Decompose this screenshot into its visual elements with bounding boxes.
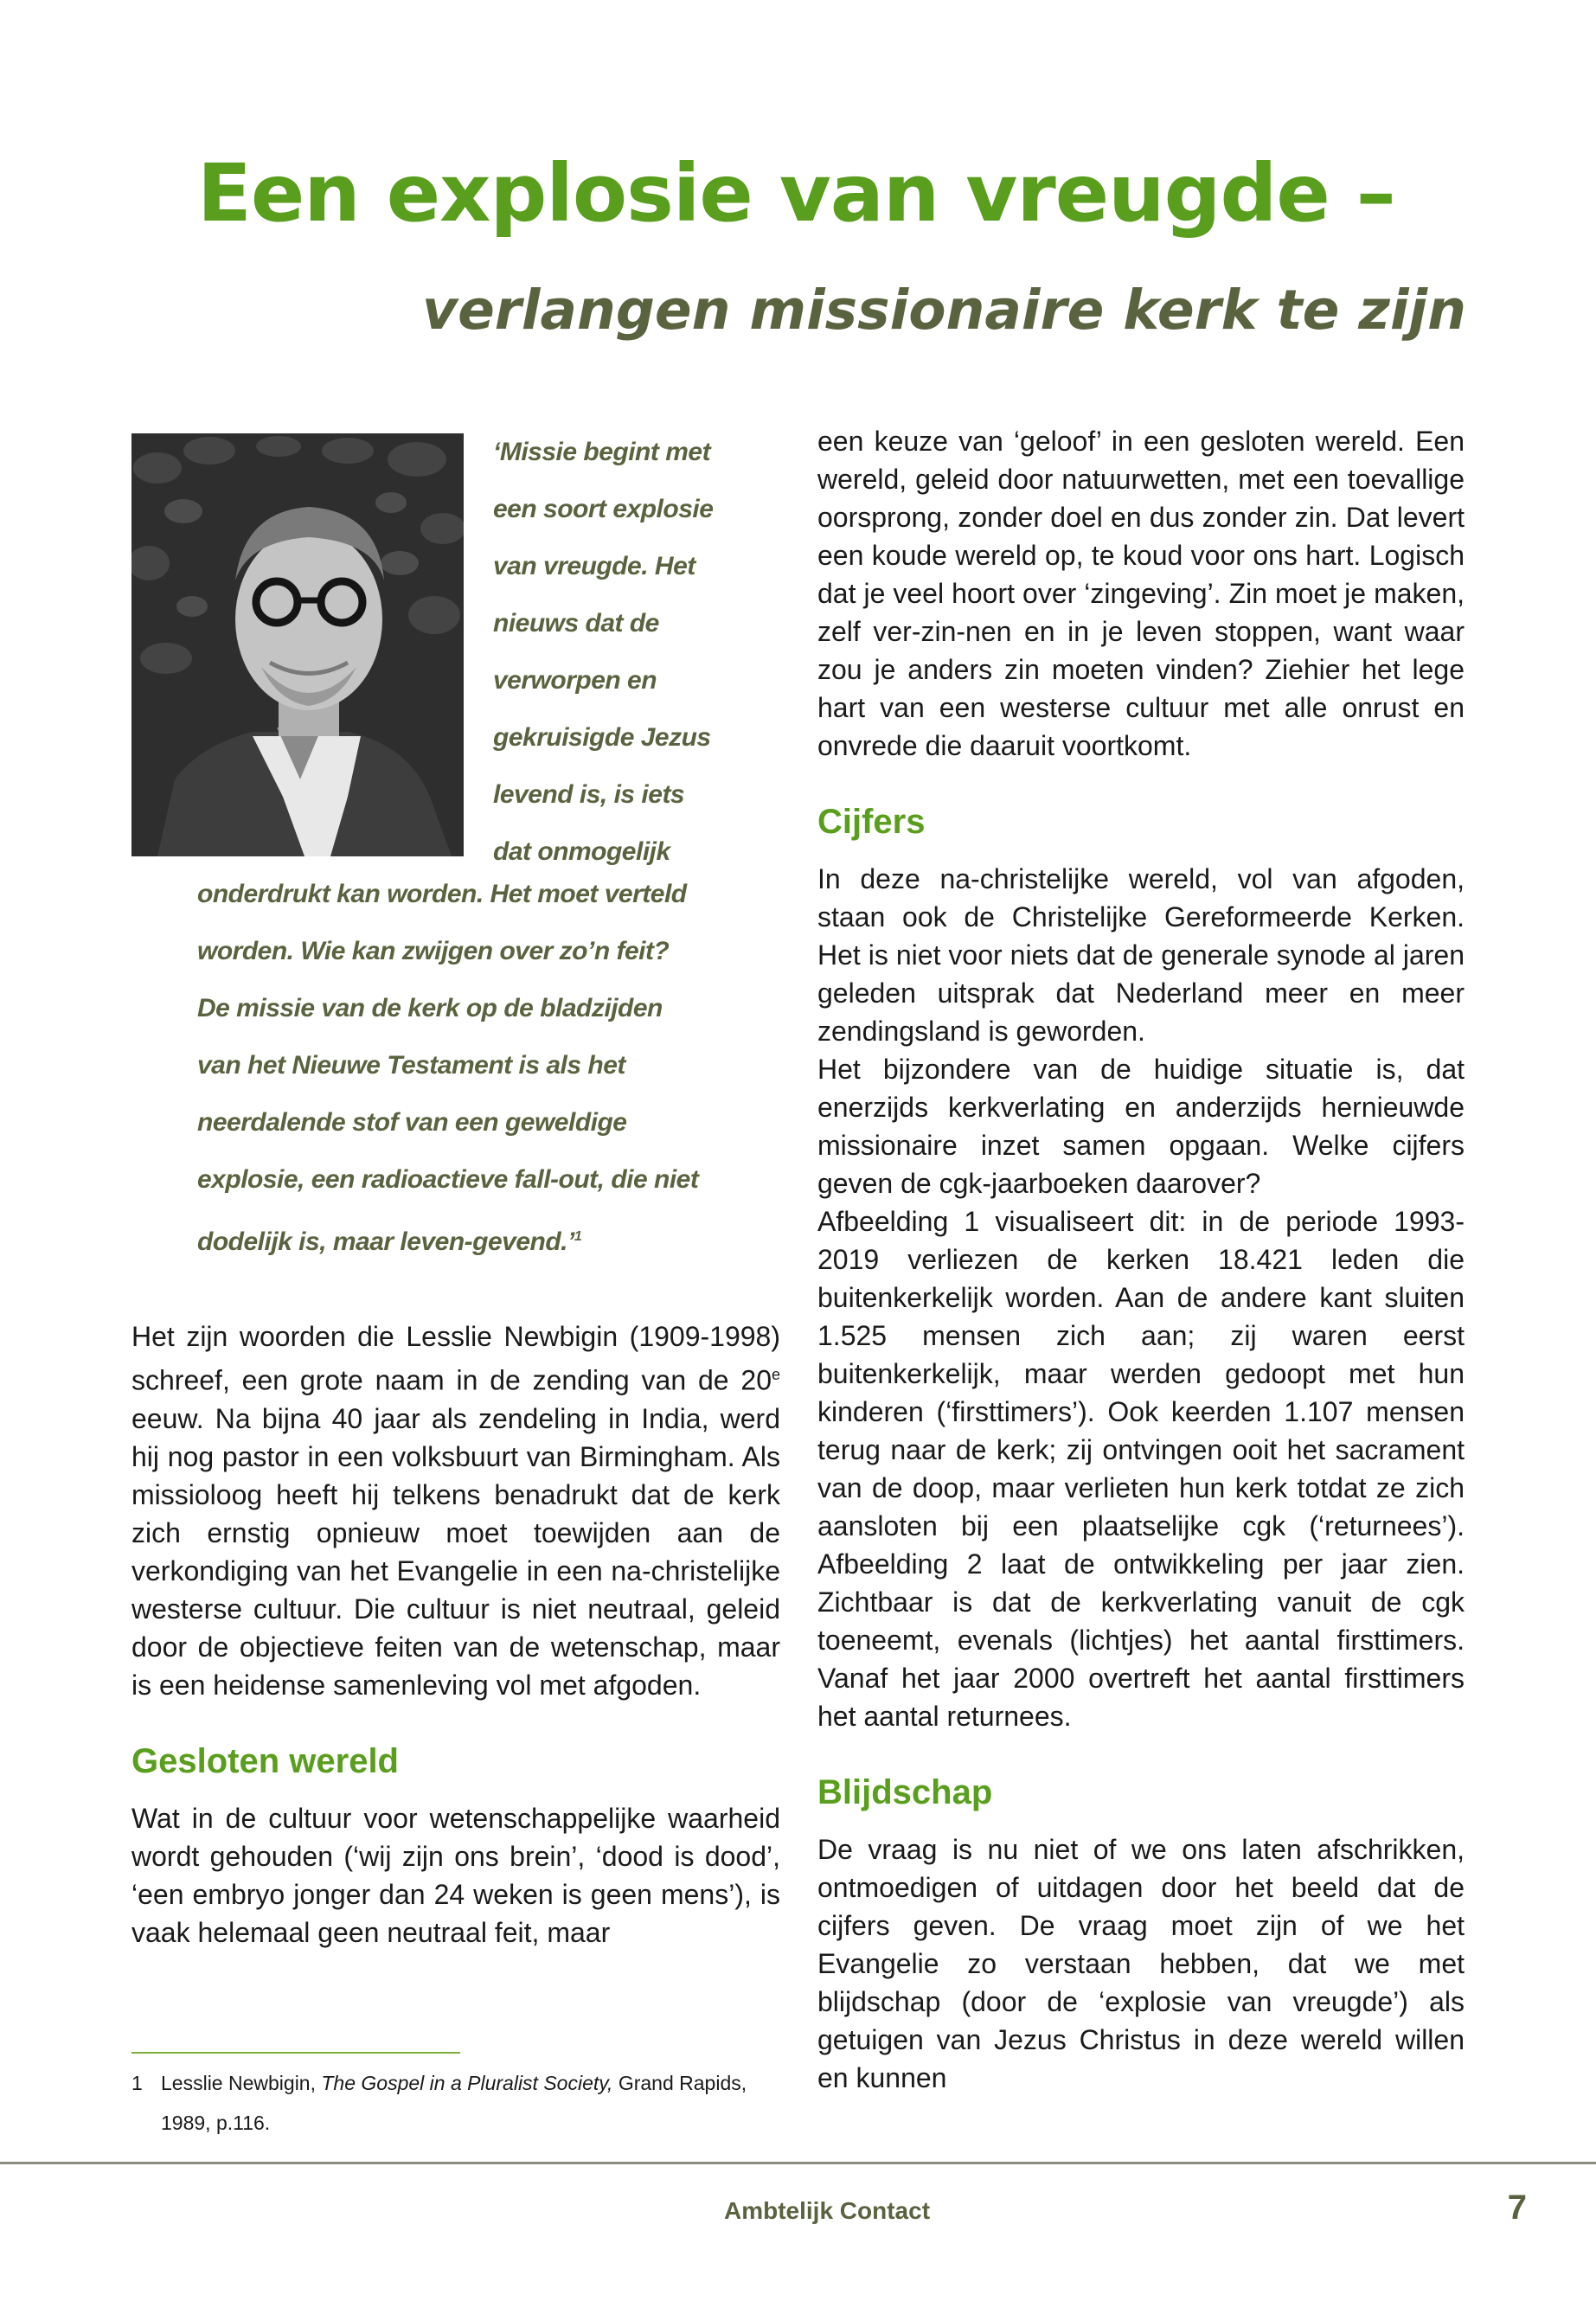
cijfers-paragraph-2: Het bijzondere van de huidige situatie is, dat enerzijds kerkverlating en anderzijds hernieuwde missionaire inzet samen opgaan. Welke cijfers geven de cgk-jaarboeken daarover? <box>817 1054 1465 1199</box>
blijdschap-paragraph: De vraag is nu niet of we ons laten afschrikken, ontmoedigen of uitdagen door het beeld dat de cijfers geven. De vraag moet zijn of we het Evangelie zo verstaan hebben, dat we met blijdschap (door de ‘explosie van vreugde’) als getuigen van Jezus Christus in deze wereld willen en kunnen <box>817 1834 1465 2093</box>
footnote-line-2: 1989, p.116. <box>161 2112 271 2134</box>
quote-line: verworpen en <box>493 666 657 695</box>
article-subtitle: verlangen missionaire kerk te zijn <box>422 279 1466 342</box>
quote-line: De missie van de kerk op de bladzijden <box>197 994 663 1022</box>
footnote-divider <box>131 2052 460 2054</box>
century-superscript: e <box>771 1366 780 1383</box>
footnote-book-title: The Gospel in a Pluralist Society, <box>321 2072 613 2094</box>
continuation-paragraph: een keuze van ‘geloof’ in een gesloten wereld. Een wereld, geleid door natuurwetten, met een toevallige oorsprong, zonder doel en dus zonder zin. Dat levert een koude wereld op, te koud voor ons hart. Logisch dat je veel hoort over ‘zingeving’. Zin moet je maken, zelf ver-zin-nen en in je leven stoppen, want waar zou je anders zin moeten vinden? Ziehier het lege hart van een westerse cultuur met alle onrust en onvrede die daaruit voortkomt. <box>817 426 1465 761</box>
quote-line: levend is, is iets <box>493 780 685 809</box>
footnote-author: Lesslie Newbigin, <box>161 2072 322 2094</box>
quote-line: gekruisigde Jezus <box>493 723 711 752</box>
intro-text-cont: eeuw. Na bijna 40 jaar als zendeling in India, werd hij nog pastor in een volksbuurt van Birmingham. Als missioloog heeft hij telkens benadrukt dat de kerk zich ernstig opnieuw moet toewijden aan de verkondiging van het Evangelie in een na-christelijke westerse cultuur. Die cultuur is niet neutraal, geleid door de objectieve feiten van de wetenschap, maar is een heidense samenleving vol met afgoden. <box>131 1402 780 1701</box>
footnote-number: 1 <box>131 2072 143 2094</box>
quote-line: van het Nieuwe Testament is als het <box>197 1051 625 1080</box>
quote-line: explosie, een radioactieve fall-out, die niet <box>197 1165 699 1194</box>
quote-line: een soort explosie <box>493 495 714 523</box>
pull-quote-top <box>493 424 753 881</box>
pull-quote-bottom <box>197 866 785 1271</box>
quote-line: neerdalende stof van een geweldige <box>197 1108 627 1137</box>
quote-line: dat onmogelijk <box>493 837 670 866</box>
footnote-publisher: Grand Rapids, <box>612 2072 747 2094</box>
quote-line: ‘Missie begint met <box>493 438 711 466</box>
gesloten-paragraph: Wat in de cultuur voor wetenschappelijke waarheid wordt gehouden (‘wij zijn ons brein’, ‘dood is dood’, ‘een embryo jonger dan 24 weken is geen mens’), is vaak helemaal geen neutraal feit, maar <box>131 1802 780 1948</box>
footer-divider <box>0 2162 1596 2164</box>
footnote <box>131 2063 772 2143</box>
magazine-name: Ambtelijk Contact <box>724 2197 931 2224</box>
author-portrait <box>131 433 464 856</box>
cijfers-paragraph-1: In deze na-christelijke wereld, vol van afgoden, staan ook de Christelijke Gereformeerde Kerken. Het is niet voor niets dat de generale synode al jaren geleden uitsprak dat Nederland meer en meer zendingsland is geworden. <box>817 863 1465 1047</box>
cijfers-paragraph-3: Afbeelding 1 visualiseert dit: in de periode 1993-2019 verliezen de kerken 18.421 leden die buitenkerkelijk worden. Aan de andere kant sluiten 1.525 mensen zich aan; zij waren eerst buitenkerkelijk, maar werden gedoopt met hun kinderen (‘firsttimers’). Ook keerden 1.107 mensen terug naar de kerk; zij ontvingen ooit het sacrament van de doop, maar verlieten hun kerk totdat ze zich aansloten bij een plaatselijke cgk (‘returnees’). Afbeelding 2 laat de ontwikkeling per jaar zien. Zichtbaar is dat de kerkverlating vanuit de cgk toeneemt, evenals (lichtjes) het aantal firsttimers. Vanaf het jaar 2000 overtreft het aantal firsttimers het aantal returnees. <box>817 1206 1465 1732</box>
footnote-line-1 <box>131 2063 772 2103</box>
quote-line-last <box>197 1208 785 1271</box>
heading-gesloten-wereld: Gesloten wereld <box>131 1741 399 1780</box>
left-column <box>131 1317 780 1952</box>
right-column <box>817 422 1465 2097</box>
quote-line: nieuws dat de <box>493 609 659 638</box>
page-number: 7 <box>1507 2189 1527 2227</box>
intro-text: Het zijn woorden die Lesslie Newbigin (1909-1998) schreef, een grote naam in de zending van de 20 <box>131 1321 780 1396</box>
quote-line: worden. Wie kan zwijgen over zo’n feit? <box>197 937 670 965</box>
footnote-ref[interactable]: 1 <box>574 1229 582 1244</box>
quote-line: van vreugde. Het <box>493 552 695 580</box>
article-title: Een explosie van vreugde – <box>197 147 1395 240</box>
heading-cijfers: Cijfers <box>817 803 926 841</box>
heading-blijdschap: Blijdschap <box>817 1773 993 1811</box>
quote-line: onderdrukt kan worden. Het moet verteld <box>197 880 687 908</box>
quote-last-text: dodelijk is, maar leven-gevend.’ <box>197 1227 574 1256</box>
intro-paragraph <box>131 1317 780 1704</box>
